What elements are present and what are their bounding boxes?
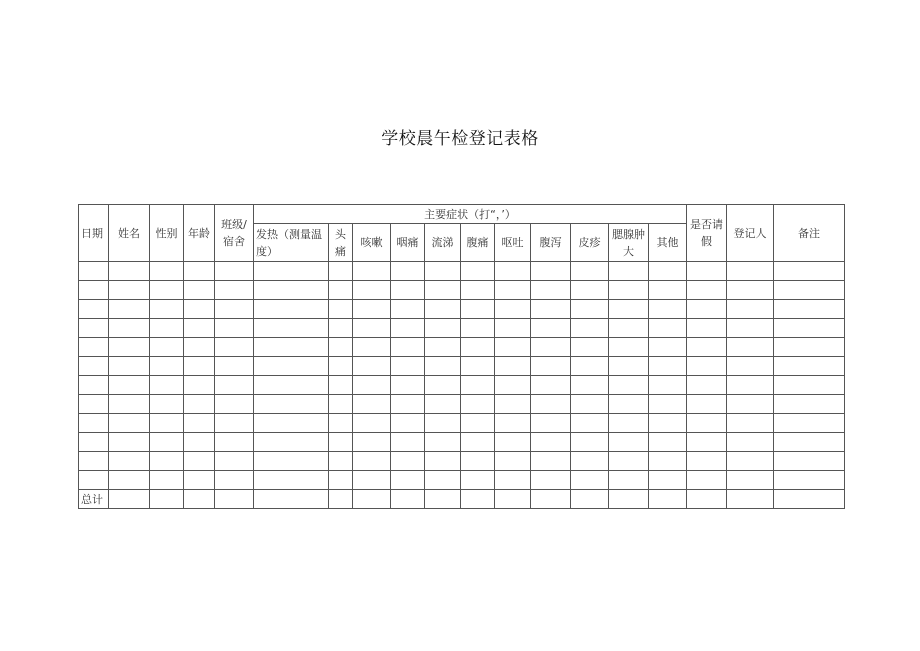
table-cell[interactable]	[774, 300, 845, 319]
table-cell[interactable]	[461, 414, 495, 433]
table-cell[interactable]	[215, 338, 254, 357]
table-cell[interactable]	[425, 376, 461, 395]
col-header-remarks: 备注	[774, 205, 845, 262]
table-cell[interactable]	[609, 281, 649, 300]
col-header-runny-nose: 流涕	[425, 224, 461, 262]
table-cell[interactable]	[215, 281, 254, 300]
table-cell[interactable]	[727, 300, 774, 319]
table-cell[interactable]	[215, 357, 254, 376]
table-cell[interactable]	[215, 452, 254, 471]
page-title: 学校晨午检登记表格	[381, 129, 539, 149]
total-cell[interactable]	[254, 490, 329, 509]
table-row	[79, 262, 845, 281]
table-cell[interactable]	[329, 376, 353, 395]
table-cell[interactable]	[495, 319, 531, 338]
table-cell[interactable]	[774, 452, 845, 471]
table-cell[interactable]	[329, 433, 353, 452]
col-header-rash: 皮疹	[571, 224, 609, 262]
table-cell[interactable]	[687, 319, 727, 338]
table-cell[interactable]	[495, 281, 531, 300]
table-cell[interactable]	[609, 319, 649, 338]
table-cell[interactable]	[774, 319, 845, 338]
table-cell[interactable]	[254, 319, 329, 338]
table-cell[interactable]	[687, 281, 727, 300]
table-cell[interactable]	[649, 300, 687, 319]
total-cell[interactable]	[531, 490, 571, 509]
table-cell[interactable]	[109, 414, 150, 433]
table-cell[interactable]	[531, 452, 571, 471]
table-cell[interactable]	[461, 319, 495, 338]
table-cell[interactable]	[353, 338, 391, 357]
total-cell[interactable]	[461, 490, 495, 509]
table-row	[79, 376, 845, 395]
table-cell[interactable]	[571, 376, 609, 395]
table-cell[interactable]	[531, 414, 571, 433]
table-cell[interactable]	[774, 281, 845, 300]
table-cell[interactable]	[461, 395, 495, 414]
table-cell[interactable]	[531, 376, 571, 395]
table-cell[interactable]	[391, 433, 425, 452]
table-cell[interactable]	[687, 414, 727, 433]
total-cell[interactable]	[353, 490, 391, 509]
table-cell[interactable]	[609, 395, 649, 414]
table-cell[interactable]	[184, 319, 215, 338]
table-cell[interactable]	[109, 262, 150, 281]
table-cell[interactable]	[687, 357, 727, 376]
table-cell[interactable]	[184, 357, 215, 376]
table-cell[interactable]	[215, 471, 254, 490]
total-cell[interactable]	[774, 490, 845, 509]
table-cell[interactable]	[495, 376, 531, 395]
table-cell[interactable]	[727, 319, 774, 338]
col-header-class-dorm: 班级/宿舍	[215, 205, 254, 262]
table-cell[interactable]	[79, 395, 109, 414]
col-header-abdominal-pain: 腹痛	[461, 224, 495, 262]
table-row	[79, 300, 845, 319]
table-cell[interactable]	[79, 471, 109, 490]
table-cell[interactable]	[215, 319, 254, 338]
table-cell[interactable]	[649, 376, 687, 395]
table-cell[interactable]	[150, 433, 184, 452]
table-cell[interactable]	[391, 319, 425, 338]
table-cell[interactable]	[353, 319, 391, 338]
table-cell[interactable]	[254, 357, 329, 376]
table-cell[interactable]	[353, 433, 391, 452]
table-cell[interactable]	[609, 471, 649, 490]
col-header-age: 年龄	[184, 205, 215, 262]
table-cell[interactable]	[215, 433, 254, 452]
table-cell[interactable]	[649, 452, 687, 471]
table-cell[interactable]	[391, 262, 425, 281]
table-cell[interactable]	[150, 395, 184, 414]
table-cell[interactable]	[687, 452, 727, 471]
table-cell[interactable]	[687, 338, 727, 357]
table-cell[interactable]	[609, 376, 649, 395]
table-cell[interactable]	[150, 471, 184, 490]
col-header-fever: 发热（测量温度）	[254, 224, 329, 262]
table-cell[interactable]	[79, 300, 109, 319]
table-cell[interactable]	[254, 338, 329, 357]
total-cell[interactable]	[495, 490, 531, 509]
table-cell[interactable]	[687, 300, 727, 319]
table-cell[interactable]	[184, 471, 215, 490]
table-cell[interactable]	[150, 414, 184, 433]
table-cell[interactable]	[495, 395, 531, 414]
table-cell[interactable]	[215, 300, 254, 319]
table-cell[interactable]	[150, 357, 184, 376]
table-cell[interactable]	[495, 414, 531, 433]
table-cell[interactable]	[687, 471, 727, 490]
table-row	[79, 452, 845, 471]
table-cell[interactable]	[150, 376, 184, 395]
table-cell[interactable]	[461, 300, 495, 319]
header-row-1	[79, 205, 845, 224]
table-cell[interactable]	[329, 338, 353, 357]
table-cell[interactable]	[609, 433, 649, 452]
col-header-sick-leave: 是否请假	[687, 205, 727, 262]
total-cell[interactable]	[727, 490, 774, 509]
col-header-date: 日期	[79, 205, 109, 262]
table-cell[interactable]	[425, 395, 461, 414]
table-cell[interactable]	[649, 414, 687, 433]
table-cell[interactable]	[79, 376, 109, 395]
table-cell[interactable]	[425, 414, 461, 433]
table-row	[79, 433, 845, 452]
table-cell[interactable]	[495, 338, 531, 357]
table-cell[interactable]	[727, 433, 774, 452]
table-cell[interactable]	[329, 471, 353, 490]
table-cell[interactable]	[461, 452, 495, 471]
table-cell[interactable]	[774, 433, 845, 452]
table-cell[interactable]	[571, 357, 609, 376]
table-cell[interactable]	[531, 319, 571, 338]
table-cell[interactable]	[353, 300, 391, 319]
table-cell[interactable]	[254, 471, 329, 490]
table-cell[interactable]	[109, 300, 150, 319]
table-cell[interactable]	[254, 395, 329, 414]
table-cell[interactable]	[727, 395, 774, 414]
table-cell[interactable]	[150, 452, 184, 471]
table-cell[interactable]	[495, 262, 531, 281]
table-cell[interactable]	[649, 281, 687, 300]
table-cell[interactable]	[184, 414, 215, 433]
table-row	[79, 319, 845, 338]
table-cell[interactable]	[79, 433, 109, 452]
table-cell[interactable]	[184, 452, 215, 471]
table-cell[interactable]	[215, 262, 254, 281]
table-row	[79, 414, 845, 433]
table-cell[interactable]	[254, 414, 329, 433]
table-cell[interactable]	[353, 395, 391, 414]
table-cell[interactable]	[531, 357, 571, 376]
table-cell[interactable]	[353, 414, 391, 433]
table-cell[interactable]	[571, 300, 609, 319]
table-cell[interactable]	[329, 452, 353, 471]
table-cell[interactable]	[150, 300, 184, 319]
table-cell[interactable]	[571, 471, 609, 490]
table-cell[interactable]	[531, 395, 571, 414]
table-cell[interactable]	[254, 262, 329, 281]
table-cell[interactable]	[109, 319, 150, 338]
table-cell[interactable]	[109, 376, 150, 395]
table-cell[interactable]	[425, 357, 461, 376]
table-cell[interactable]	[727, 338, 774, 357]
table-cell[interactable]	[150, 319, 184, 338]
table-cell[interactable]	[649, 357, 687, 376]
table-cell[interactable]	[109, 471, 150, 490]
table-cell[interactable]	[150, 281, 184, 300]
col-header-recorder: 登记人	[727, 205, 774, 262]
table-cell[interactable]	[184, 281, 215, 300]
table-cell[interactable]	[109, 452, 150, 471]
table-cell[interactable]	[329, 262, 353, 281]
table-cell[interactable]	[495, 357, 531, 376]
table-cell[interactable]	[425, 262, 461, 281]
total-cell[interactable]	[109, 490, 150, 509]
col-header-sore-throat: 咽痛	[391, 224, 425, 262]
total-cell[interactable]	[329, 490, 353, 509]
table-row	[79, 338, 845, 357]
table-cell[interactable]	[649, 471, 687, 490]
table-cell[interactable]	[215, 376, 254, 395]
table-cell[interactable]	[79, 281, 109, 300]
table-cell[interactable]	[774, 414, 845, 433]
table-cell[interactable]	[79, 452, 109, 471]
table-cell[interactable]	[425, 433, 461, 452]
table-cell[interactable]	[495, 433, 531, 452]
table-cell[interactable]	[254, 300, 329, 319]
table-cell[interactable]	[649, 262, 687, 281]
table-row	[79, 357, 845, 376]
table-cell[interactable]	[391, 471, 425, 490]
table-cell[interactable]	[353, 262, 391, 281]
table-cell[interactable]	[329, 414, 353, 433]
table-cell[interactable]	[109, 338, 150, 357]
table-cell[interactable]	[461, 338, 495, 357]
table-cell[interactable]	[79, 414, 109, 433]
table-cell[interactable]	[531, 300, 571, 319]
table-cell[interactable]	[391, 357, 425, 376]
table-cell[interactable]	[774, 262, 845, 281]
table-cell[interactable]	[531, 338, 571, 357]
registration-table	[78, 204, 845, 509]
table-cell[interactable]	[495, 452, 531, 471]
table-cell[interactable]	[184, 433, 215, 452]
table-cell[interactable]	[109, 281, 150, 300]
table-cell[interactable]	[495, 471, 531, 490]
table-cell[interactable]	[774, 338, 845, 357]
table-cell[interactable]	[329, 357, 353, 376]
table-cell[interactable]	[461, 376, 495, 395]
total-cell[interactable]	[609, 490, 649, 509]
table-cell[interactable]	[687, 395, 727, 414]
table-cell[interactable]	[649, 319, 687, 338]
table-cell[interactable]	[79, 262, 109, 281]
table-cell[interactable]	[150, 338, 184, 357]
table-cell[interactable]	[329, 319, 353, 338]
total-cell[interactable]	[391, 490, 425, 509]
table-cell[interactable]	[353, 471, 391, 490]
table-cell[interactable]	[727, 452, 774, 471]
total-cell[interactable]	[184, 490, 215, 509]
table-cell[interactable]	[254, 433, 329, 452]
table-cell[interactable]	[774, 357, 845, 376]
table-cell[interactable]	[254, 452, 329, 471]
table-cell[interactable]	[425, 281, 461, 300]
table-cell[interactable]	[391, 452, 425, 471]
table-row	[79, 471, 845, 490]
table-cell[interactable]	[391, 300, 425, 319]
table-cell[interactable]	[329, 395, 353, 414]
col-header-symptoms-group: 主要症状（打“，’）	[254, 205, 687, 224]
table-cell[interactable]	[215, 395, 254, 414]
table-cell[interactable]	[687, 433, 727, 452]
table-cell[interactable]	[774, 395, 845, 414]
table-cell[interactable]	[727, 262, 774, 281]
table-cell[interactable]	[425, 300, 461, 319]
table-cell[interactable]	[609, 262, 649, 281]
table-cell[interactable]	[495, 300, 531, 319]
table-cell[interactable]	[687, 376, 727, 395]
table-cell[interactable]	[254, 281, 329, 300]
table-cell[interactable]	[571, 395, 609, 414]
table-cell[interactable]	[571, 281, 609, 300]
table-cell[interactable]	[609, 414, 649, 433]
table-cell[interactable]	[571, 452, 609, 471]
table-cell[interactable]	[391, 376, 425, 395]
table-cell[interactable]	[727, 357, 774, 376]
col-header-gender: 性别	[150, 205, 184, 262]
table-cell[interactable]	[79, 357, 109, 376]
col-header-swollen-parotid: 腮腺肿大	[609, 224, 649, 262]
table-cell[interactable]	[425, 452, 461, 471]
table-cell[interactable]	[727, 281, 774, 300]
table-cell[interactable]	[425, 319, 461, 338]
table-cell[interactable]	[461, 281, 495, 300]
table-row	[79, 281, 845, 300]
col-header-vomit: 呕吐	[495, 224, 531, 262]
table-cell[interactable]	[649, 395, 687, 414]
total-cell[interactable]	[215, 490, 254, 509]
table-cell[interactable]	[531, 281, 571, 300]
total-cell[interactable]	[571, 490, 609, 509]
table-cell[interactable]	[609, 357, 649, 376]
table-cell[interactable]	[609, 300, 649, 319]
table-cell[interactable]	[774, 471, 845, 490]
col-header-name: 姓名	[109, 205, 150, 262]
table-cell[interactable]	[391, 395, 425, 414]
table-cell[interactable]	[571, 262, 609, 281]
table-cell[interactable]	[727, 471, 774, 490]
table-cell[interactable]	[461, 471, 495, 490]
table-cell[interactable]	[649, 433, 687, 452]
total-row	[79, 490, 845, 509]
table-cell[interactable]	[391, 414, 425, 433]
table-cell[interactable]	[774, 376, 845, 395]
table-cell[interactable]	[609, 452, 649, 471]
table-cell[interactable]	[184, 300, 215, 319]
total-cell[interactable]	[649, 490, 687, 509]
total-label: 总计	[79, 490, 109, 509]
table-cell[interactable]	[571, 433, 609, 452]
table-cell[interactable]	[649, 338, 687, 357]
table-cell[interactable]	[727, 376, 774, 395]
table-cell[interactable]	[391, 281, 425, 300]
table-row	[79, 395, 845, 414]
table-cell[interactable]	[687, 262, 727, 281]
table-cell[interactable]	[254, 376, 329, 395]
total-cell[interactable]	[425, 490, 461, 509]
table-cell[interactable]	[571, 338, 609, 357]
total-cell[interactable]	[150, 490, 184, 509]
table-cell[interactable]	[571, 319, 609, 338]
table-cell[interactable]	[353, 357, 391, 376]
table-cell[interactable]	[329, 300, 353, 319]
table-cell[interactable]	[727, 414, 774, 433]
table-cell[interactable]	[609, 338, 649, 357]
table-cell[interactable]	[353, 452, 391, 471]
total-cell[interactable]	[687, 490, 727, 509]
table-cell[interactable]	[461, 433, 495, 452]
table-cell[interactable]	[150, 262, 184, 281]
table-cell[interactable]	[353, 376, 391, 395]
table-cell[interactable]	[571, 414, 609, 433]
col-header-other: 其他	[649, 224, 687, 262]
table-cell[interactable]	[184, 395, 215, 414]
col-header-diarrhea: 腹泻	[531, 224, 571, 262]
table-cell[interactable]	[184, 376, 215, 395]
table-cell[interactable]	[109, 395, 150, 414]
table-cell[interactable]	[109, 357, 150, 376]
table-cell[interactable]	[329, 281, 353, 300]
table-cell[interactable]	[391, 338, 425, 357]
table-cell[interactable]	[531, 433, 571, 452]
col-header-cough: 咳嗽	[353, 224, 391, 262]
table-cell[interactable]	[79, 319, 109, 338]
table-cell[interactable]	[425, 471, 461, 490]
table-cell[interactable]	[425, 338, 461, 357]
table-cell[interactable]	[79, 338, 109, 357]
table-cell[interactable]	[531, 471, 571, 490]
col-header-headache: 头痛	[329, 224, 353, 262]
table-cell[interactable]	[184, 338, 215, 357]
table-cell[interactable]	[109, 433, 150, 452]
table-cell[interactable]	[461, 262, 495, 281]
table-cell[interactable]	[531, 262, 571, 281]
table-cell[interactable]	[461, 357, 495, 376]
table-cell[interactable]	[215, 414, 254, 433]
table-cell[interactable]	[184, 262, 215, 281]
table-cell[interactable]	[353, 281, 391, 300]
